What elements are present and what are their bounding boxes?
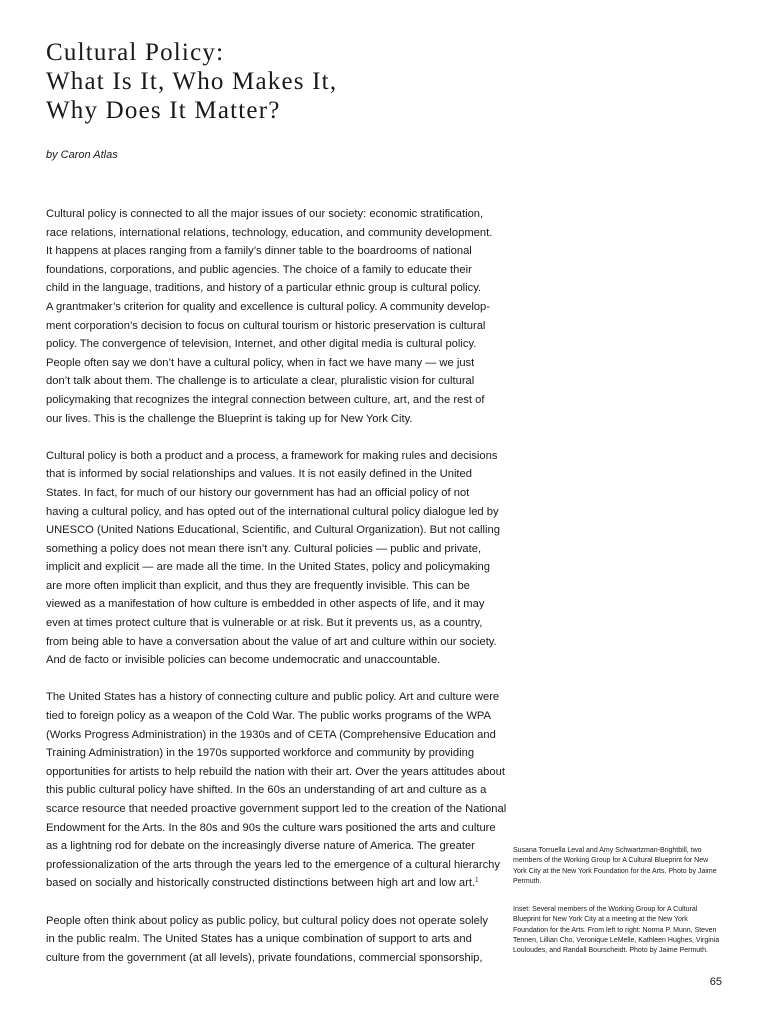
text-line: professionalization of the arts through the years led to the emergence of a cultural hierarchy (46, 858, 500, 871)
caption-line: Louloudes, and Randall Bourscheidt. Photo by Jaime Permuth. (513, 947, 708, 955)
article-title (46, 38, 486, 125)
text-line: Cultural policy is both a product and a process, a framework for making rules and decisions (46, 449, 498, 462)
photo-caption (513, 846, 728, 887)
text-line: Cultural policy is connected to all the major issues of our society: economic stratification, (46, 208, 484, 220)
text-line: implicit and explicit — are made all the time. In the United States, policy and policymaking (46, 561, 490, 574)
text-line: child in the language, traditions, and history of a particular ethnic group is cultural policy. (46, 282, 482, 295)
text-line: race relations, international relations, technology, education, and community development. (46, 226, 493, 239)
text-line: (Works Progress Administration) in the 1930s and of CETA (Comprehensive Education and (46, 728, 496, 741)
footnote-marker: 1 (475, 877, 479, 884)
text-line: policy. The convergence of television, Internet, and other digital media is cultural policy. (46, 338, 477, 351)
text-line: People often say we don’t have a cultural policy, when in fact we have many — we just (46, 356, 475, 369)
text-line: viewed as a manifestation of how culture is embedded in other aspects of life, and it may (46, 598, 485, 611)
text-line: States. In fact, for much of our history our government has had an official policy of not (46, 486, 470, 499)
text-line: opportunities for artists to help rebuild the nation with their art. Over the years attitudes about (46, 765, 505, 778)
text-line: in the public realm. The United States has a unique combination of support to arts and (46, 933, 472, 946)
caption-line: Blueprint for New York City at a meeting at the New York (513, 916, 688, 924)
paragraph (46, 205, 494, 428)
text-line: tied to foreign policy as a weapon of the Cold War. The public works programs of the WPA (46, 710, 492, 723)
title-line: Why Does It Matter? (46, 97, 281, 124)
caption-line: Susana Torruella Leval and Amy Schwartzman-Brightbill, two (513, 847, 702, 854)
inset-caption (513, 905, 728, 956)
text-line: even at times protect culture that is vulnerable or at risk. But it prevents us, as a country, (46, 617, 483, 630)
text-line: are more often implicit than explicit, and thus they are frequently invisible. This can be (46, 579, 470, 592)
text-line: culture from the government (at all levels), private foundations, commercial sponsorship, (46, 951, 483, 964)
text-line: policymaking that recognizes the integral connection between culture, art, and the rest of (46, 393, 485, 406)
text-line: having a cultural policy, and has opted out of the international cultural policy dialogue led by (46, 505, 499, 518)
text-line: from being able to have a conversation about the value of art and culture within our society. (46, 635, 497, 648)
title-line: What Is It, Who Makes It, (46, 68, 338, 95)
caption-line: Permuth. (513, 877, 542, 885)
caption-line: Foundation for the Arts. From left to right: Norma P. Munn, Steven (513, 926, 717, 934)
caption-line: Tennen, Lillian Cho, Veronique LeMelle, Kathleen Hughes, Virginia (513, 936, 720, 944)
text-line: ment corporation’s decision to focus on cultural tourism or historic preservation is cultural (46, 319, 486, 332)
page-number: 65 (709, 976, 722, 988)
paragraph (46, 912, 494, 968)
text-line: don’t talk about them. The challenge is to articulate a clear, pluralistic vision for cultural (46, 375, 475, 388)
text-line: something a policy does not mean there isn’t any. Cultural policies — public and private, (46, 542, 482, 555)
text-line: as a lightning rod for debate on the increasingly diverse nature of America. The greater (46, 840, 475, 853)
text-line: People often think about policy as public policy, but cultural policy does not operate solely (46, 914, 488, 927)
byline: by Caron Atlas (46, 149, 118, 161)
text-line: And de facto or invisible policies can become undemocratic and unaccountable. (46, 654, 441, 667)
text-line: A grantmaker’s criterion for quality and excellence is cultural policy. A community develop- (46, 300, 490, 313)
text-line: foundations, corporations, and public agencies. The choice of a family to educate their (46, 263, 472, 276)
paragraph (46, 688, 507, 893)
text-line-content: based on socially and historically constructed distinctions between high art and low art. (46, 877, 476, 890)
text-line (46, 874, 494, 893)
caption-line: members of the Working Group for A Cultural Blueprint for New (513, 857, 709, 865)
caption-line: Inset: Several members of the Working Group for A Cultural (513, 906, 698, 913)
text-line: UNESCO (United Nations Educational, Scientific, and Cultural Organization). But not calling (46, 524, 500, 537)
text-line: Training Administration) in the 1970s supported workforce and community by providing (46, 747, 475, 760)
text-line: The United States has a history of connecting culture and public policy. Art and culture were (46, 691, 500, 704)
article-body (46, 205, 507, 986)
text-line: our lives. This is the challenge the Blueprint is taking up for New York City. (46, 412, 413, 425)
text-line: It happens at places ranging from a family’s dinner table to the boardrooms of national (46, 245, 472, 258)
text-line: this public cultural policy have shifted. In the 60s an understanding of art and culture as a (46, 784, 487, 797)
paragraph (46, 447, 500, 670)
text-line: scarce resource that needed proactive government support led to the creation of the National (46, 803, 507, 815)
text-line: Endowment for the Arts. In the 80s and 90s the culture wars positioned the arts and culture (46, 821, 496, 834)
caption-line: York City at the New York Foundation for the Arts. Photo by Jaime (513, 867, 717, 875)
title-line: Cultural Policy: (46, 39, 225, 66)
text-line: that is informed by social relationships and values. It is not easily defined in the United (46, 468, 472, 481)
